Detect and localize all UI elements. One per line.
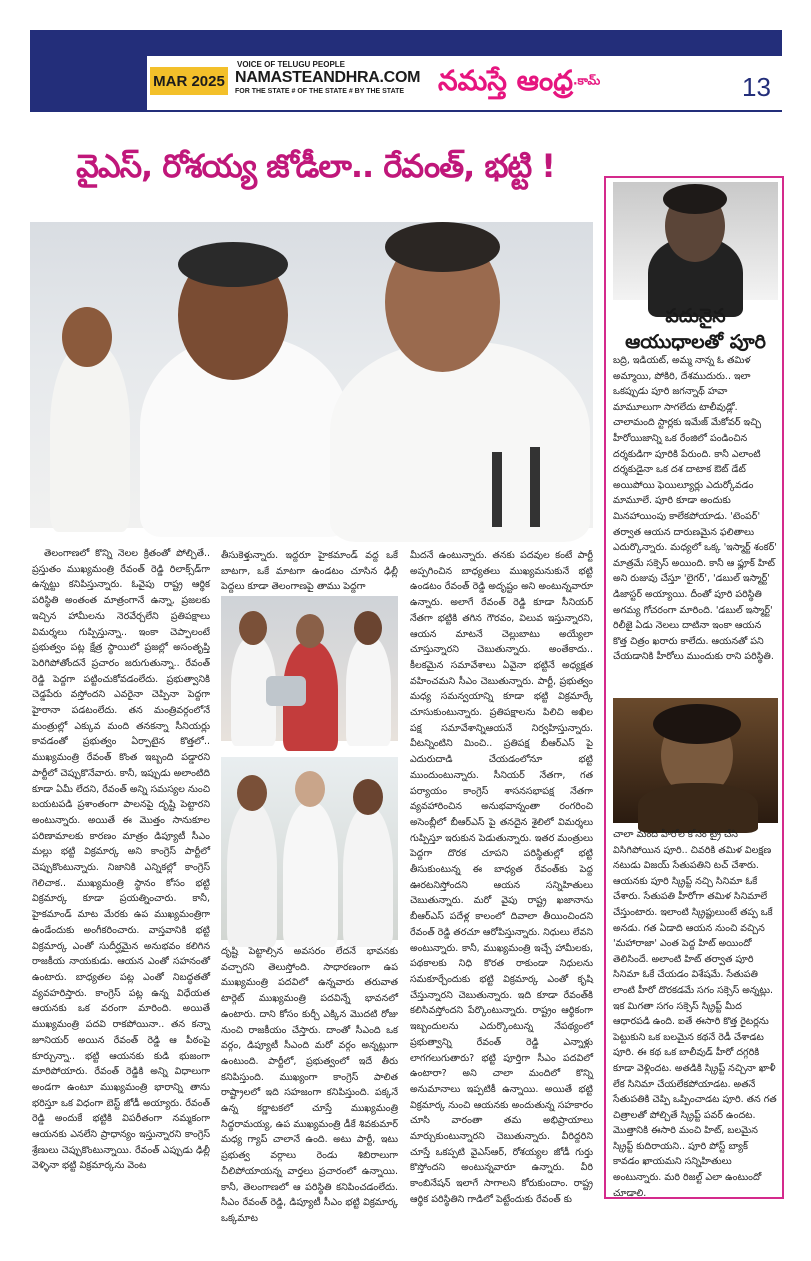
logo-suffix: .కామ్ <box>573 73 601 88</box>
article-title: వైఎస్, రోశయ్య జోడీలా.. రేవంత్, భట్టి ! <box>76 147 555 185</box>
tagline-bottom: FOR THE STATE # OF THE STATE # BY THE STATE <box>235 88 405 95</box>
sidebar-text-1 <box>613 353 777 665</box>
sidebar-photo-director <box>613 182 778 300</box>
sidebar-headline-line2: ఆయుధాలతో పూరి <box>625 331 766 353</box>
article-column-2-bottom <box>221 944 398 1254</box>
article-column-3 <box>410 548 593 1254</box>
main-photo <box>30 222 593 528</box>
site-name: NAMASTEANDHRA.COM <box>235 69 421 86</box>
inset-photo-meeting <box>221 596 398 741</box>
page-number: 13 <box>742 72 771 102</box>
issue-date: MAR 2025 <box>150 67 228 95</box>
sidebar-para1: బద్రి, ఇడియట్, అమ్మ నాన్న ఓ తమిళ అమ్మాయి, పోకిరి, దేశముదురు.. ఇలా ఒకప్పుడు పూరి జగన్నాథ్ హవా మామూలుగా సాగలేదు టాలీవుడ్లో. చాలామంది స్టార్లకు ఇమేజ్ మేకోవర్ ఇచ్చి హీరోయిజాన్ని ఒక రేంజిలో పండించిన దర్శకుడిగా పూరికి పేరుంది. కానీ ఎలాంటి దర్శకుడైనా ఒక దశ దాటాక ఔట్ డేట్ అయిపోయి ఫెయిల్యూర్లు ఎదుర్కోవడం మామూలే. పూరి కూడా అందుకు మినహాయింపు కాలేకపోయాడు. 'టెంపర్' తర్వాత ఆయన దారుణమైన ఫలితాలు ఎదుర్కొన్నారు. మధ్యలో ఒక్క 'ఇస్మార్ట్ శంకర్' మాత్రమే సక్సెస్ అయింది. కానీ ఆ ఫ్లూక్ హిట్ అని రుజువు చేస్తూ 'లైగర్', 'డబుల్ ఇస్మార్ట్' డిజాస్టర్ అయ్యాయి. దీంతో పూరి పరిస్థితి అగమ్య గోచరంగా మారింది. 'డబుల్ ఇస్మార్ట్' రిలీజై ఏడు నెలలు దాటినా ఇంకా ఆయన కొత్త చిత్రం ఖరారు కాలేదు. ఆయనతో పని చేయడానికి హీరోలు ముందుకు రాని పరిస్థితి. <box>613 355 777 663</box>
tagline-top: VOICE OF TELUGU PEOPLE <box>237 60 346 69</box>
article-col1-text: తెలంగాణలో కొన్ని నెలల క్రితంతో పోల్చితే.. ప్రస్తుతం ముఖ్యమంత్రి రేవంత్ రెడ్డి రిలాక్స్‌డ్‌గా ఉన్నట్టు కనిపిస్తున్నారు. ఓవైపు రాష్ట్ర ఆర్థిక పరిస్థితి అంతంత మాత్రంగానే ఉన్నా, ప్రజలకు ఇచ్చిన హామీలను నెరవేర్చలేని ప్రతిపక్షాలు విమర్శలు గుప్పిస్తున్నా.. ఇంకా చెప్పాలంటే ప్రభుత్వం పట్ల క్షేత్ర స్థాయిలో ప్రజల్లో అసంతృప్తి పెరిగిపోతోందనే ప్రచారం జరుగుతున్నా.. రేవంత్ రెడ్డి పెద్దగా పట్టించుకోవడంలేదు. ప్రభుత్వానికి చెడ్డపేరు వస్తోందని ఎవరైనా చెప్పినా పెద్దగా హైరానా పడటంలేదు. తన మంత్రివర్గంలోనే మంత్రుల్లో ఎక్కువ మంది తనకన్నా సీనియర్లు కావడంతో ప్రభుత్వం ఏర్పాటైన కొత్తలో.. ముఖ్యమంత్రి రేవంత్ కొంత ఇబ్బంది పడ్డారని పార్టీలో చెప్పుకొనేవారు. కానీ, ఇప్పుడు అలాంటిది కూడా ఏమీ లేదని, రేవంత్ అన్ని సమస్యల నుంచి బయటపడి ప్రశాంతంగా పాలనపై దృష్టి పెట్టారని అంటున్నారు. అయితే ఈ మొత్తం సానుకూల పరిణామాలకు కారణం మాత్రం డిప్యూటీ సీఎం మల్లు భట్టి విక్రమార్క అని కాంగ్రెస్ పార్టీలో చెప్పుకొంటున్నారు. నిజానికి ఎన్నికల్లో కాంగ్రెస్ గెలిచాక.. ముఖ్యమంత్రి స్థానం కోసం భట్టి విక్రమార్క కూడా ప్రయత్నించారు. కానీ, హైకమాండ్ మాట మేరకు ఉప ముఖ్యమంత్రిగా ఉండేందుకు అంగీకరించారు. వాస్తవానికి భట్టి విక్రమార్క ఎంతో సుదీర్ఘమైన అనుభవం కలిగిన రాజకీయ నాయకుడు. ఆయన ఎంతో సహనంతో ఉంటారు. బాధ్యతల పట్ల ఎంతో నిబద్ధతతో వ్యవహరిస్తారు. కాంగ్రెస్ పట్ల ఉన్న విధేయత ఆయనకు ఒక వరంగా మారింది. అయితే ముఖ్యమంత్రి పదవి రాకపోయినా.. తన కన్నా జూనియర్ అయిన రేవంత్ రెడ్డి ఆ పీఠంపై కూర్చున్నా.. భట్టి ఆయనకు కుడి భుజంగా మారిపోయారు. రేవంత్ రెడ్డికి అన్ని విధాలుగా అండగా ఉంటూ ముఖ్యమంత్రి భారాన్ని తాను భరిస్తూ ఒక విధంగా బెస్ట్ జోడీ అయ్యారు. రేవంత్ రెడ్డి అందుకే భట్టికి విపరీతంగా నమ్మకంగా ఆయనకు ఎనలేని ప్రాధాన్యం ఇస్తున్నారని కాంగ్రెస్ శ్రేణులు చెప్పుకొంటున్నాయి. రేవంత్ ఎప్పుడు ఢిల్లీ వెళ్ళినా భట్టి విక్రమార్కను వెంట <box>32 548 210 1172</box>
sidebar-para2: చాలా మంది హీరోల కోసం ట్రై చేసి విసిగిపోయిన పూరి.. చివరికి తమిళ విలక్షణ నటుడు విజయ్ సేతుపతిని టచ్ చేశారు. ఆయనకు పూరి స్క్రిప్ట్ నచ్చి సినిమా ఓకే చేశారు. సేతుపతి హీరోగా తమిళ సినిమాలే చేస్తుంటారు. ఇలాంటి స్క్రిప్టులుంటే తప్ప ఒకే అనడు. గత ఏడాది ఆయన నుంచి వచ్చిన 'మహారాజా' ఎంత పెద్ద హిట్ అయిందో తెలిసిందే. అలాంటి హిట్ తర్వాత పూరి సినిమా ఓకే చేయడం విశేషమే. సేతుపతి లాంటి హీరో దొరకడమే సగం సక్సెస్ అన్నట్లు. ఇక మిగతా సగం సక్సెస్ స్క్రిప్ట్ మీద ఆధారపడి ఉంది. ఐతే ఈసారి కొత్త రైటర్లను పెట్టుకుని ఒక బలమైన కథనే రెడీ చేశాడట పూరి. ఈ కథ ఒక బాలీవుడ్ హీరో దగ్గరికి కూడా వెళ్లిందట. అతడికి స్క్రిప్ట్ నచ్చినా ఖాళీ లేక సినిమా చేయలేకపోయాడట. అతనే సేతుపతికి చెప్పి ఒప్పించాడట పూరి. తన గత చిత్రాలతో పోల్చితే స్క్రిప్ట్‌ పవర్ ఉందట. మొత్తానికి ఈసారి మంచి హిట్, బలమైన స్క్రిప్ట్ కుదిరాయని.. పూరి పోస్ట్ బ్యాక్ కావడం ఖాయమని సన్నిహితులు అంటున్నారు. మరి రిజల్ట్ ఎలా ఉంటుందో చూడాలి. <box>613 829 777 1199</box>
sidebar-headline <box>612 303 779 355</box>
article-column-2-top <box>221 548 398 596</box>
brand-logo <box>438 64 600 104</box>
sidebar-photo-actor <box>613 698 778 823</box>
sidebar-text-2 <box>613 827 777 1199</box>
sidebar-headline-line1: పదునైన <box>665 305 726 327</box>
article-col2a-text: తీసుకెళ్తున్నారు. ఇద్దరూ హైకమాండ్ వద్ద ఒకే బాటగా, ఒకే మాటగా ఉండటం చూసిన ఢిల్లీ పెద్దలు కూడా తెలంగాణపై తాము పెద్దగా <box>221 550 398 593</box>
article-col3-text: మీదనే ఉంటున్నారు. తనకు పదవుల కంటే పార్టీ అప్పగించిన బాధ్యతలు ముఖ్యమనుకునే భట్టి ఉండటం రేవంత్ రెడ్డి అదృష్టం అని అంటున్నవారూ ఉన్నారు. అలాగే రేవంత్ రెడ్డి కూడా సీనియర్ నేతగా భట్టికి తగిన గౌరవం, విలువ ఇస్తున్నారని, ఆయన మాటనే చెల్లుబాటు అయ్యేలా చూస్తున్నారని చెబుతున్నారు. అంతేకాదు.. కీలకమైన సమావేశాలు ఏవైనా భట్టినే అధ్యక్షత వహించమని సీఎం చెబుతున్నారు. పార్టీ, ప్రభుత్వం మధ్య సమన్వయాన్ని కూడా భట్టి విక్రమార్కే చూసుకుంటున్నారు. ప్రతిపక్షాలను పిలిచి అఖిల పక్ష సమావేశాన్నిఆయనే నిర్వహిస్తున్నారు. వీటన్నింటిని మించి.. ప్రతిపక్ష బీఆర్ఎస్ పై ఎదురుదాడి చేయడంలోనూ భట్టి ముందుంటున్నారు. సీనియర్ నేతగా, గత పర్యాయం కాంగ్రెస్ శాసనసభాపక్ష నేతగా వ్యవహారించిన అనుభవాన్నంతా రంగరించి అసెంబ్లీలో బీఆర్ఎస్ పై తనదైన శైలిలో విమర్శలు గుప్పిస్తూ ఇరుకున పెడుతున్నారు. ఇతర మంత్రులు పెద్దగా దొరక చూపని పరిస్థితుల్లో భట్టి తీసుకుంటున్న ఈ బాధ్యత రేవంత్‌కు పెద్ద ఊరటనిస్తోందని ఆయన సన్నిహితులు చెబుతున్నారు. మరో వైపు రాష్ట్ర ఖజానాను బీఆర్ఎస్ పదేళ్ల కాలంలో దివాలా తీయించిందని రేవంత్ రెడ్డి తరచూ ఆరోపిస్తున్నారు. నిధులు లేవని అంటున్నారు. కానీ, ముఖ్యమంత్రి ఇచ్చే హామీలకు, పథకాలకు నిధి కొరత రాకుండా నిధులను సమకూర్చేందుకు భట్టి విక్రమార్క ఎంతో కృషి చేస్తున్నారని చెబుతున్నారు. ఇది కూడా రేవంత్‌కి కలిసివస్తోందని పేర్కొంటున్నారు. రాష్ట్రం ఆర్థికంగా ఇబ్బందులను ఎదుర్కొంటున్న నేపథ్యంలో ప్రభుత్వాన్ని రేవంత్ రెడ్డి ఎన్నాళ్లు లాగగలుగుతారు? భట్టి పూర్తిగా సీఎం పదవిలో ఉంటారా? అని చాలా మందిలో కొన్ని అనుమానాలు ఇప్పటికీ ఉన్నాయి. అయితే భట్టి విక్రమార్క నుంచి ఆయనకు అందుతున్న సహకారం చూసి వారంతా తమ అభిప్రాయాలు మార్చుకుంటున్నారని చెబుతున్నారు. వీరిద్దరిని చూస్తే ఒకప్పటి వైఎస్ఆర్, రోశయ్యల జోడీ గుర్తు కొస్తోందని అంటున్నవారూ ఉన్నారు. వీరి కాంబినేషన్ ఇలాగే సాగాలని కోరుకుందాం. రాష్ట్ర ఆర్థిక పరిస్థితిని గాడిలో పెట్టేందుకు రేవంత్ కు <box>410 550 594 1205</box>
article-col2b-text: దృష్టి పెట్టాల్సిన అవసరం లేదనే భావనకు వచ్చారని తెలుస్తోంది. సాధారణంగా ఉప ముఖ్యమంత్రి పదవిలో ఉన్నవారు తరువాత టార్గెట్ ముఖ్యమంత్రి పదవిన్నే భావనలో ఉంటారు. దాని కోసం కుర్చీ ఎక్కిన మొదటి రోజు నుంచి రాజకీయం చేస్తారు. దాంతో సీఎంది ఒక వర్గం, డిప్యూటీ సీఎంది మరో వర్గం అన్నట్లుగా ఉంటుంది. పార్టీలో, ప్రభుత్వంలో ఇదే తీరు కనిపిస్తుంది. ముఖ్యంగా కాంగ్రెస్ పాలిత రాష్ట్రాలలో ఇది సహజంగా కనిపిస్తుంది. పక్కనే ఉన్న కర్ణాటకలో చూస్తే ముఖ్యమంత్రి సిద్ధరామయ్య, ఉప ముఖ్యమంత్రి డీకే శివకుమార్ మధ్య గ్యాప్ చాలానే ఉంది. అటు పార్టీ, ఇటు ప్రభుత్వ వర్గాలు రెండు శిబిరాలుగా చీలిపోయాయన్న వార్తలు ప్రచారంలో ఉన్నాయి. కానీ, తెలంగాణలో ఆ పరిస్థితి కనిపించడంలేదు. సీఎం రేవంత్ రెడ్డి, డిప్యూటీ సీఎం భట్టి విక్రమార్క ఒక్కమాట <box>221 946 398 1224</box>
article-column-1 <box>32 546 210 1256</box>
logo-text: నమస్తే ఆంధ్ర <box>438 64 573 97</box>
inset-photo-group <box>221 757 398 940</box>
